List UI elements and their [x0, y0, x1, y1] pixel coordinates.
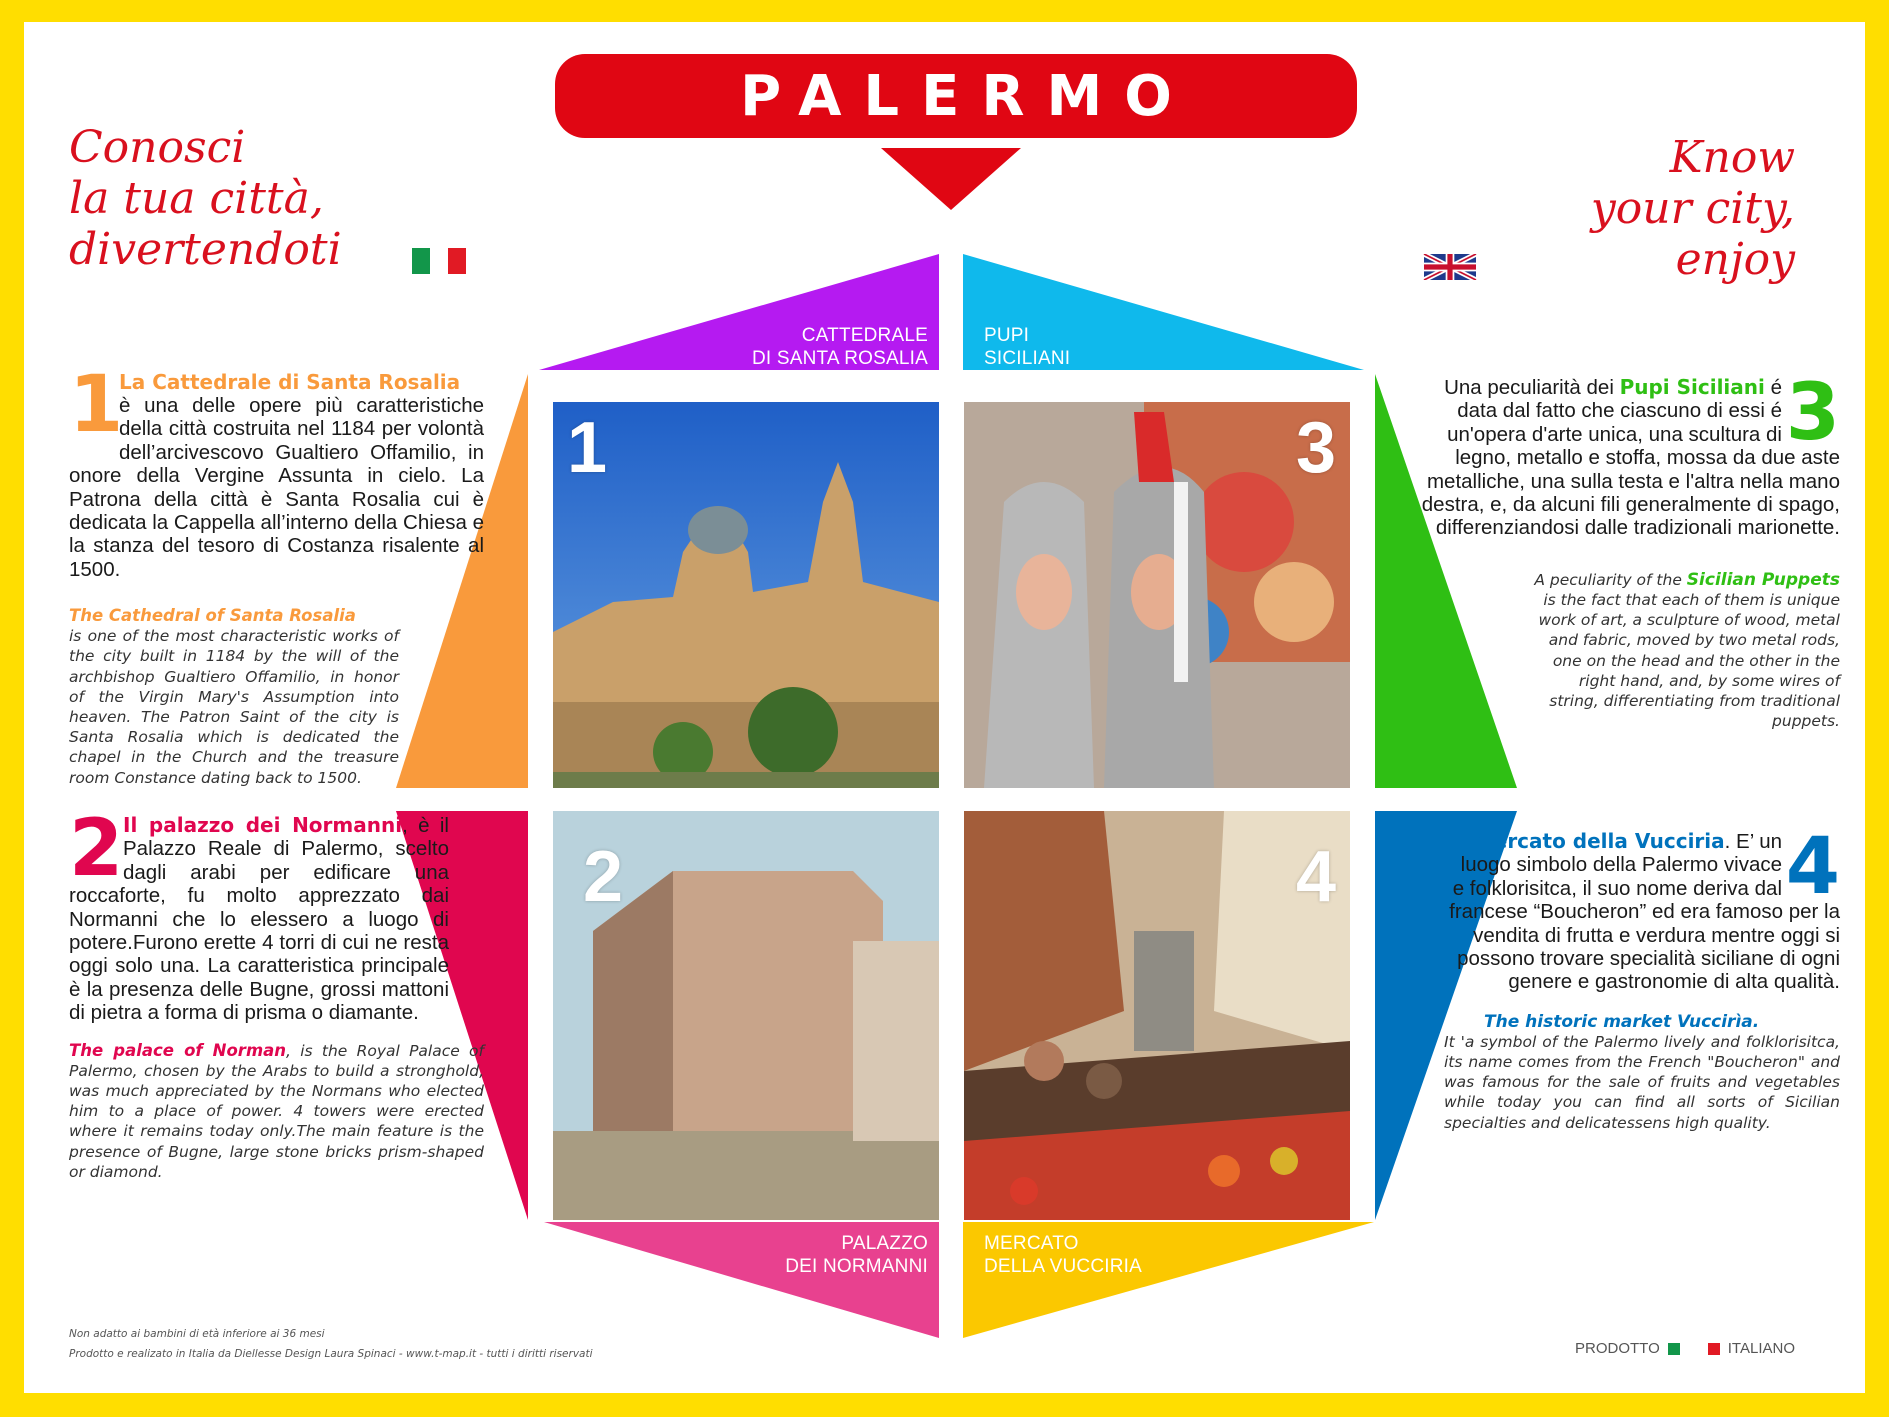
- section-title-en: The Cathedral of Santa Rosalia: [69, 606, 356, 626]
- section-en: [69, 606, 399, 788]
- tagline-line: Know: [1669, 132, 1795, 183]
- puppets-image: [964, 402, 1350, 788]
- tagline-italian: [69, 122, 409, 275]
- section-number: 3: [1785, 368, 1840, 458]
- label-cattedrale: [664, 324, 928, 370]
- flag-green-square-icon: [1668, 1343, 1680, 1355]
- body-text: , is the Royal Palace of Palermo, chosen by the Arabs to build a stronghold, was much appreciated by the Normans who elected him to a place of power. 4 towers were erected where it remains today only.The main feature is the presence of Bugne, large stone bricks prism-shaped or diamond.: [69, 1041, 484, 1181]
- photo-cathedral: [553, 402, 939, 788]
- section-title-en: Sicilian Puppets: [1686, 569, 1840, 590]
- page-title: PALERMO: [740, 63, 1194, 129]
- section-palazzo: [69, 804, 484, 1182]
- section-text-en: It 'a symbol of the Palermo lively and folklorisitca, its name comes from the French "Boucheron" and was famous for the sale of fruits and vegetables while today you can find all sorts of Sicilian specialties and delicatessens high quality.: [1444, 1032, 1840, 1132]
- section-text-it: [1444, 822, 1840, 994]
- photo-number: 4: [1295, 837, 1336, 917]
- tagline-line: enjoy: [1675, 234, 1795, 285]
- label-mercato: [984, 1232, 1244, 1278]
- made-in-label: ITALIANO: [1727, 1340, 1795, 1357]
- made-in-label: PRODOTTO: [1575, 1340, 1660, 1357]
- age-warning: Non adatto ai bambini di età inferiore ai 36 mesi: [69, 1328, 325, 1340]
- poster: [24, 22, 1865, 1393]
- body-text: Una peculiarità dei: [1444, 376, 1620, 399]
- photo-palazzo: [553, 811, 939, 1220]
- label-line: DI SANTA ROSALIA: [751, 348, 928, 369]
- section-title-en: The historic market Vuccirìa.: [1484, 1011, 1760, 1032]
- banner-arrow-icon: [881, 148, 1021, 210]
- flag-red-square-icon: [1708, 1343, 1720, 1355]
- label-line: MERCATO: [984, 1233, 1079, 1254]
- flag-white-square-icon: [1688, 1343, 1700, 1355]
- tagline-line: Conosci: [69, 122, 246, 173]
- label-line: DELLA VUCCIRIA: [984, 1256, 1143, 1277]
- body-text: è una delle opere più caratteristiche della città costruita nel 1184 per volontà dell’arcivescovo Gualtiero Offamilio, in onore della Vergine Assunta in cielo. La Patrona della città è Santa Rosalia cui è dedicata la Cappella all’interno della Chiesa e la stanza del tesoro di Costanza risalente al 1500.: [69, 394, 484, 581]
- section-number: 1: [69, 360, 124, 450]
- made-in-italy-badge: [1575, 1340, 1795, 1357]
- tagline-english: [1435, 132, 1795, 285]
- tagline-line: your city,: [1590, 183, 1795, 234]
- section-text-it: [1420, 368, 1840, 540]
- body-text: é data dal fatto che ciascuno di essi é un'opera d'arte unica, una scultura di legno, metallo e stoffa, mossa da due aste metalliche, una sulla testa e l'altra nella mano destra, e, da alcuni fili generalmente di spago, differenziandosi dalle tradizionali marionette.: [1421, 376, 1840, 540]
- section-mercato: [1444, 822, 1840, 1133]
- section-number: 2: [69, 804, 124, 894]
- body-text: . E’ un luogo simbolo della Palermo vivace e folklorisitca, il suo nome deriva dal francese “Boucheron” ed era famoso per la vendita di frutta e verdura mentre oggi si possono trovare specialità siciliane di ogni genere e gastronomie di alta qualità.: [1449, 830, 1840, 994]
- body-text: , è il Palazzo Reale di Palermo, scelto dagli arabi per edificare una roccaforte, fu molto apprezzato dai Normanni che lo elessero a luogo di potere.Furono erette 4 torri di cui ne resta oggi solo una. La caratteristica principale è la presenza delle Bugne, grossi mattoni di pietra a forma di prisma o diamante.: [69, 814, 449, 1025]
- section-title-it: Il mercato della Vucciria: [1451, 829, 1725, 853]
- section-title-it: Il palazzo dei Normanni: [123, 813, 403, 837]
- body-text: A peculiarity of the: [1534, 570, 1687, 589]
- photo-puppets: [964, 402, 1350, 788]
- section-title-it: Pupi Siciliani: [1619, 375, 1765, 399]
- tagline-line: divertendoti: [69, 224, 342, 275]
- label-line: SICILIANI: [984, 348, 1071, 369]
- uk-flag-icon: [1421, 254, 1479, 280]
- label-line: PALAZZO: [841, 1233, 928, 1254]
- section-text-it: [69, 804, 449, 1025]
- body-text: is the fact that each of them is unique work of art, a sculpture of wood, metal and fabric, moved by two metal rods, one on the head and the other in the right hand, and, by some wires of string, differentiating from traditional puppets.: [1538, 591, 1840, 731]
- label-line: PUPI: [984, 325, 1030, 346]
- credits: Prodotto e realizato in Italia da Diellesse Design Laura Spinaci - www.t-map.it - tutti i diritti riservati: [69, 1348, 593, 1360]
- photo-number: 1: [567, 408, 608, 488]
- cathedral-image: [553, 402, 939, 788]
- label-line: CATTEDRALE: [801, 325, 928, 346]
- italian-flag-icon: [412, 248, 466, 274]
- section-pupi: [1420, 368, 1840, 731]
- label-pupi: [984, 324, 1184, 370]
- label-palazzo: [664, 1232, 928, 1278]
- label-line: DEI NORMANNI: [785, 1256, 928, 1277]
- section-number: 4: [1785, 822, 1840, 912]
- section-cattedrale: [69, 360, 484, 788]
- section-body-it: [69, 370, 484, 394]
- section-text-it: [69, 394, 484, 581]
- section-text-en: is one of the most characteristic works of the city built in 1184 by the will of the archbishop Gualtiero Offamilio, in honor of the Virgin Mary's Assumption into heaven. The Patron Saint of the city is Santa Rosalia which is dedicated the chapel in the Church and the treasure room Constance dating back to 1500.: [69, 627, 399, 787]
- photo-market: [964, 811, 1350, 1220]
- tagline-line: la tua città,: [69, 173, 324, 224]
- section-title-it: La Cattedrale di Santa Rosalia: [119, 370, 461, 394]
- photo-number: 3: [1295, 408, 1336, 488]
- section-text-en: [1530, 570, 1840, 732]
- photo-number: 2: [583, 837, 624, 917]
- market-image: [964, 811, 1350, 1220]
- title-banner: [555, 54, 1357, 138]
- section-en: [1444, 1012, 1840, 1133]
- section-title-en: The palace of Norman: [69, 1040, 287, 1060]
- section-text-en: [69, 1041, 484, 1182]
